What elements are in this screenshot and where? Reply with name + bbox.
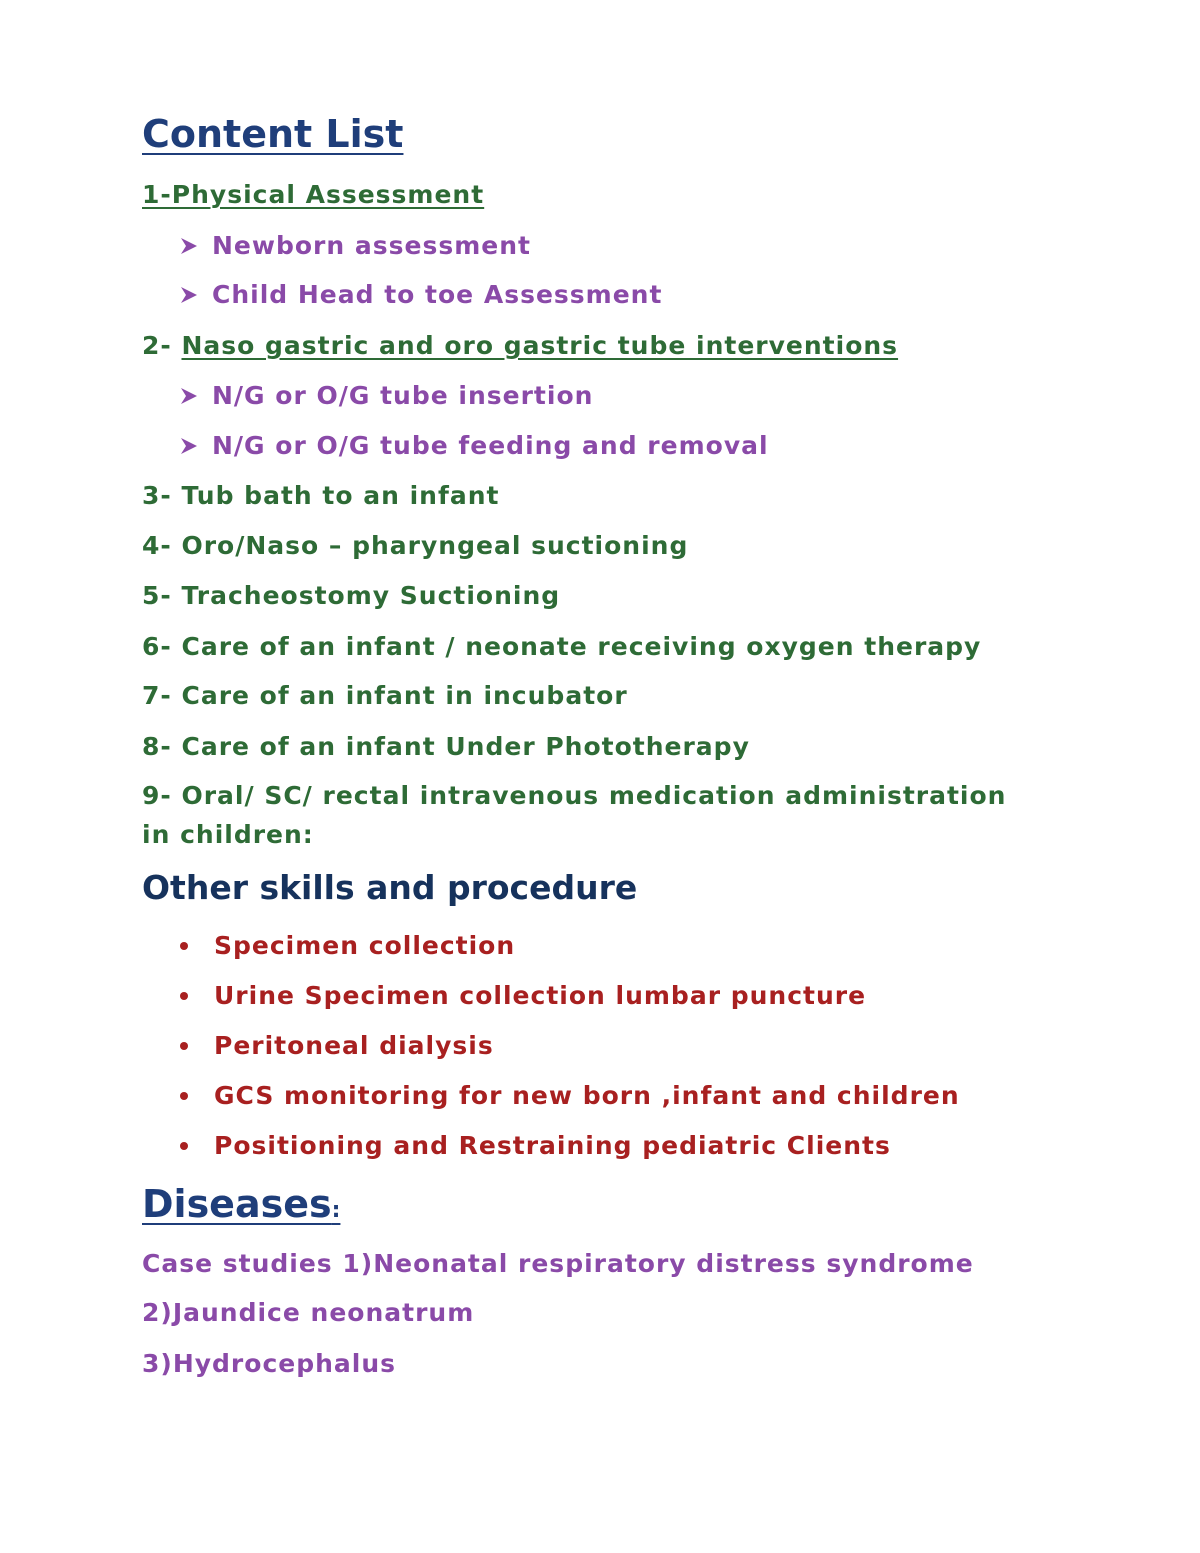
skill-item bbox=[178, 1031, 494, 1060]
diseases-colon: : bbox=[331, 1198, 341, 1223]
sub-item-head-to-toe bbox=[178, 280, 662, 309]
item-naso-gastric bbox=[142, 331, 898, 360]
skill-item bbox=[178, 981, 866, 1010]
sub-item-tube-insertion bbox=[178, 381, 593, 410]
case-study-3: 3)Hydrocephalus bbox=[142, 1349, 397, 1378]
item-suctioning: 4- Oro/Naso – pharyngeal suctioning bbox=[142, 531, 689, 560]
sub-item-label: N/G or O/G tube insertion bbox=[212, 381, 594, 410]
diseases-title bbox=[142, 1182, 340, 1226]
skill-label: Positioning and Restraining pediatric Clients bbox=[214, 1131, 891, 1160]
bullet-dot-icon bbox=[178, 981, 214, 1010]
sub-item-label: Child Head to toe Assessment bbox=[212, 280, 663, 309]
item-medication-line1: 9- Oral/ SC/ rectal intravenous medication administration bbox=[142, 781, 1007, 810]
bullet-dot-icon bbox=[178, 1131, 214, 1160]
item-physical-assessment: 1-Physical Assessment bbox=[142, 180, 485, 209]
item-label: Naso gastric and oro gastric tube interventions bbox=[181, 331, 899, 360]
item-tub-bath: 3- Tub bath to an infant bbox=[142, 481, 500, 510]
sub-item-label: Newborn assessment bbox=[212, 231, 531, 260]
skill-label: Specimen collection bbox=[214, 931, 516, 960]
case-study-2: 2)Jaundice neonatrum bbox=[142, 1298, 475, 1327]
diseases-title-text: Diseases bbox=[142, 1182, 332, 1226]
bullet-dot-icon bbox=[178, 1081, 214, 1110]
item-tracheostomy: 5- Tracheostomy Suctioning bbox=[142, 581, 561, 610]
item-medication-line2: in children: bbox=[142, 820, 314, 849]
arrow-bullet-icon bbox=[178, 381, 212, 410]
case-study-1: Case studies 1)Neonatal respiratory distress syndrome bbox=[142, 1249, 974, 1278]
bullet-dot-icon bbox=[178, 1031, 214, 1060]
skill-label: Peritoneal dialysis bbox=[214, 1031, 494, 1060]
skill-item bbox=[178, 1081, 960, 1110]
skill-item bbox=[178, 1131, 891, 1160]
bullet-dot-icon bbox=[178, 931, 214, 960]
skill-label: Urine Specimen collection lumbar puncture bbox=[214, 981, 867, 1010]
content-list-title: Content List bbox=[142, 112, 404, 156]
item-number: 2- bbox=[142, 331, 182, 360]
skill-label: GCS monitoring for new born ,infant and children bbox=[214, 1081, 960, 1110]
sub-item-tube-feeding bbox=[178, 431, 769, 460]
arrow-bullet-icon bbox=[178, 280, 212, 309]
item-incubator: 7- Care of an infant in incubator bbox=[142, 681, 628, 710]
arrow-bullet-icon bbox=[178, 431, 212, 460]
other-skills-title: Other skills and procedure bbox=[142, 868, 638, 907]
item-oxygen-therapy: 6- Care of an infant / neonate receiving oxygen therapy bbox=[142, 632, 982, 661]
arrow-bullet-icon bbox=[178, 231, 212, 260]
sub-item-label: N/G or O/G tube feeding and removal bbox=[212, 431, 769, 460]
sub-item-newborn bbox=[178, 231, 531, 260]
skill-item bbox=[178, 931, 515, 960]
item-phototherapy: 8- Care of an infant Under Phototherapy bbox=[142, 732, 750, 761]
